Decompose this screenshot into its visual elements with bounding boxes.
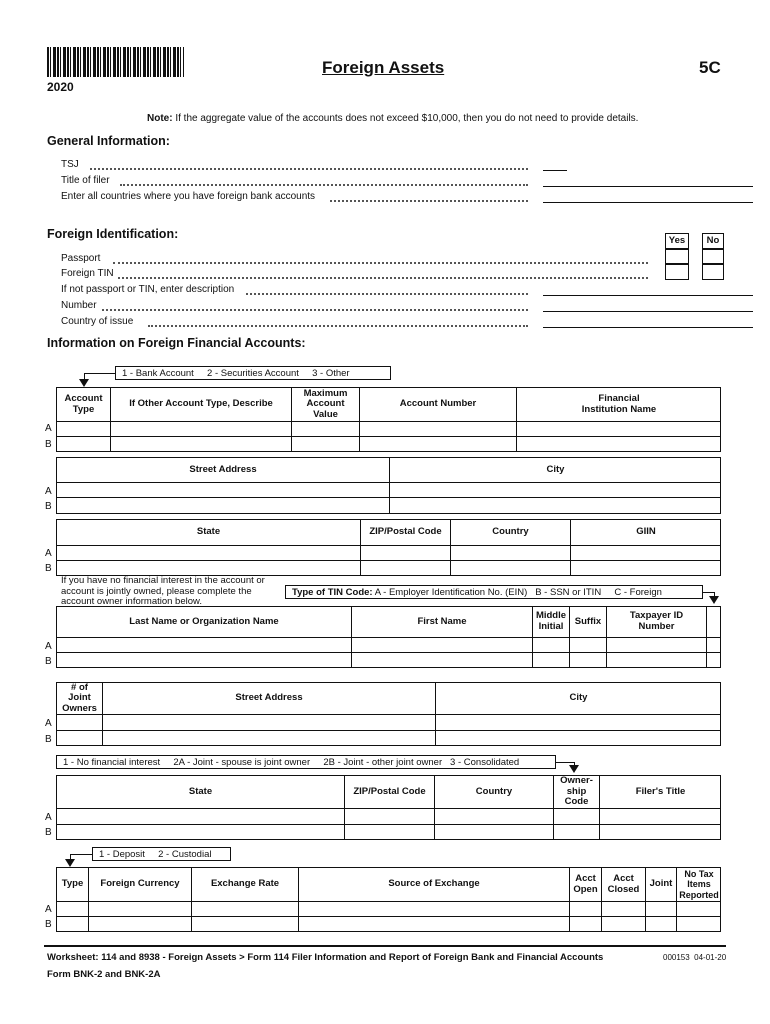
form-name: Form BNK-2 and BNK-2A <box>47 969 161 980</box>
col-no-tax-items: No Tax Items Reported <box>679 869 719 900</box>
col-filers-title: Filer's Title <box>635 785 686 797</box>
t3-row-line <box>56 560 721 561</box>
t6-row-line <box>56 808 721 809</box>
foreign-tin-label: Foreign TIN <box>61 268 114 279</box>
row-label-a: A <box>45 904 52 915</box>
tsj-input[interactable] <box>543 170 567 171</box>
col-zip: ZIP/Postal Code <box>369 526 442 538</box>
foreign-tin-leader <box>118 277 648 279</box>
tsj-label: TSJ <box>61 159 79 170</box>
tsj-leader <box>90 168 528 170</box>
row-label-a: A <box>45 423 52 434</box>
passport-label: Passport <box>61 253 101 264</box>
passport-leader <box>113 262 648 264</box>
barcode <box>47 47 184 77</box>
row-label-a: A <box>45 641 52 652</box>
row-label-b: B <box>45 919 52 930</box>
row-label-b: B <box>45 734 52 745</box>
tin-code-label: Type of TIN Code: <box>292 587 373 598</box>
description-label: If not passport or TIN, enter description <box>61 284 235 295</box>
row-label-b: B <box>45 439 52 450</box>
col-account-type: Account Type <box>64 392 103 415</box>
col-first-name: First Name <box>417 615 467 627</box>
form-year: 2020 <box>47 80 74 94</box>
number-leader <box>102 309 528 311</box>
col-last-name: Last Name or Organization Name <box>129 615 279 627</box>
foreign-tin-no-checkbox[interactable] <box>702 264 724 280</box>
t6-row-line <box>56 824 721 825</box>
row-label-b: B <box>45 827 52 838</box>
note <box>147 113 638 124</box>
row-label-a: A <box>45 718 52 729</box>
t4-col-line <box>706 606 707 668</box>
country-of-issue-leader <box>148 325 528 327</box>
form-revision-code: 000153 04-01-20 <box>663 953 727 962</box>
footer-rule <box>44 945 726 947</box>
col-street-address: Street Address <box>189 463 257 475</box>
ownership-codes: 1 - No financial interest 2A - Joint - spouse is joint owner 2B - Joint - other joint owner 3 - Consolidated <box>56 755 556 769</box>
t4-row-line <box>56 652 721 653</box>
tin-code-box <box>285 585 703 599</box>
codes-connector <box>84 373 115 374</box>
foreign-id-heading: Foreign Identification: <box>47 227 179 241</box>
no-column-header: No <box>702 233 724 249</box>
countries-leader <box>330 200 528 202</box>
arrow-down-icon <box>79 379 89 387</box>
t3-row-line <box>56 545 721 546</box>
note-label: Note: <box>147 113 173 124</box>
country-of-issue-label: Country of issue <box>61 316 134 327</box>
description-leader <box>246 293 528 295</box>
col-suffix: Suffix <box>574 615 602 627</box>
countries-input[interactable] <box>543 202 753 203</box>
note-text: If the aggregate value of the accounts does not exceed $10,000, then you do not need to provide details. <box>175 113 639 124</box>
col-country: Country <box>492 526 529 538</box>
description-input[interactable] <box>543 295 753 296</box>
no-interest-note: If you have no financial interest in the account or account is jointly owned, please complete the account owner information below. <box>61 575 265 607</box>
col-joint: Joint <box>649 878 673 890</box>
deposit-codes: 1 - Deposit 2 - Custodial <box>92 847 231 861</box>
passport-no-checkbox[interactable] <box>702 249 724 264</box>
t1-row-line <box>56 436 721 437</box>
col-max-value: Maximum Account Value <box>303 387 348 420</box>
worksheet-path: Worksheet: 114 and 8938 - Foreign Assets > Form 114 Filer Information and Report of Foreign Bank and Financial Accounts <box>47 952 604 963</box>
t5-row-line <box>56 714 721 715</box>
row-label-b: B <box>45 656 52 667</box>
col-source-of-exchange: Source of Exchange <box>388 878 480 890</box>
general-info-heading: General Information: <box>47 134 170 148</box>
row-label-a: A <box>45 486 52 497</box>
col-acct-open: Acct Open <box>573 872 598 895</box>
col-country: Country <box>475 785 513 797</box>
col-zip: ZIP/Postal Code <box>353 785 426 797</box>
foreign-tin-yes-checkbox[interactable] <box>665 264 689 280</box>
deposit-connector <box>70 854 92 855</box>
row-label-b: B <box>45 501 52 512</box>
col-state: State <box>196 526 221 538</box>
col-ownership-code: Owner-ship Code <box>560 775 593 808</box>
col-acct-closed: Acct Closed <box>607 872 640 895</box>
col-institution: Financial Institution Name <box>581 392 657 415</box>
country-of-issue-input[interactable] <box>543 327 753 328</box>
col-city: City <box>546 463 565 475</box>
col-street-address: Street Address <box>235 692 303 704</box>
col-account-number: Account Number <box>399 398 477 410</box>
accounts-heading: Information on Foreign Financial Accounts: <box>47 336 306 350</box>
col-foreign-currency: Foreign Currency <box>100 878 180 890</box>
ownership-connector <box>556 762 574 763</box>
account-type-codes: 1 - Bank Account 2 - Securities Account 3 - Other <box>115 366 391 380</box>
form-code: 5C <box>699 58 721 77</box>
t1-row-line <box>56 421 721 422</box>
col-other-type: If Other Account Type, Describe <box>129 398 273 410</box>
passport-yes-checkbox[interactable] <box>665 249 689 264</box>
countries-label: Enter all countries where you have foreign bank accounts <box>61 191 316 202</box>
number-input[interactable] <box>543 311 753 312</box>
t7-row-line <box>56 916 721 917</box>
col-middle-initial: Middle Initial <box>535 610 567 632</box>
col-city: City <box>569 692 588 704</box>
t7-row-line <box>56 901 721 902</box>
title-of-filer-leader <box>120 184 528 186</box>
tin-codes: A - Employer Identification No. (EIN) B - SSN or ITIN C - Foreign <box>374 587 662 598</box>
arrow-down-icon <box>569 765 579 773</box>
col-giin: GIIN <box>636 526 656 538</box>
number-label: Number <box>61 300 97 311</box>
col-exchange-rate: Exchange Rate <box>210 878 280 890</box>
t4-row-line <box>56 637 721 638</box>
title-of-filer-label: Title of filer <box>61 175 110 186</box>
arrow-down-icon <box>709 596 719 604</box>
col-taxpayer-id: Taxpayer ID Number <box>629 610 684 632</box>
yes-column-header: Yes <box>665 233 689 249</box>
row-label-a: A <box>45 812 52 823</box>
col-state: State <box>188 785 213 797</box>
t5-row-line <box>56 730 721 731</box>
row-label-a: A <box>45 548 52 559</box>
page-title: Foreign Assets <box>322 58 445 77</box>
title-of-filer-input[interactable] <box>543 186 753 187</box>
col-type: Type <box>61 878 84 890</box>
col-joint-owners: # of Joint Owners <box>62 681 97 714</box>
arrow-down-icon <box>65 859 75 867</box>
row-label-b: B <box>45 563 52 574</box>
